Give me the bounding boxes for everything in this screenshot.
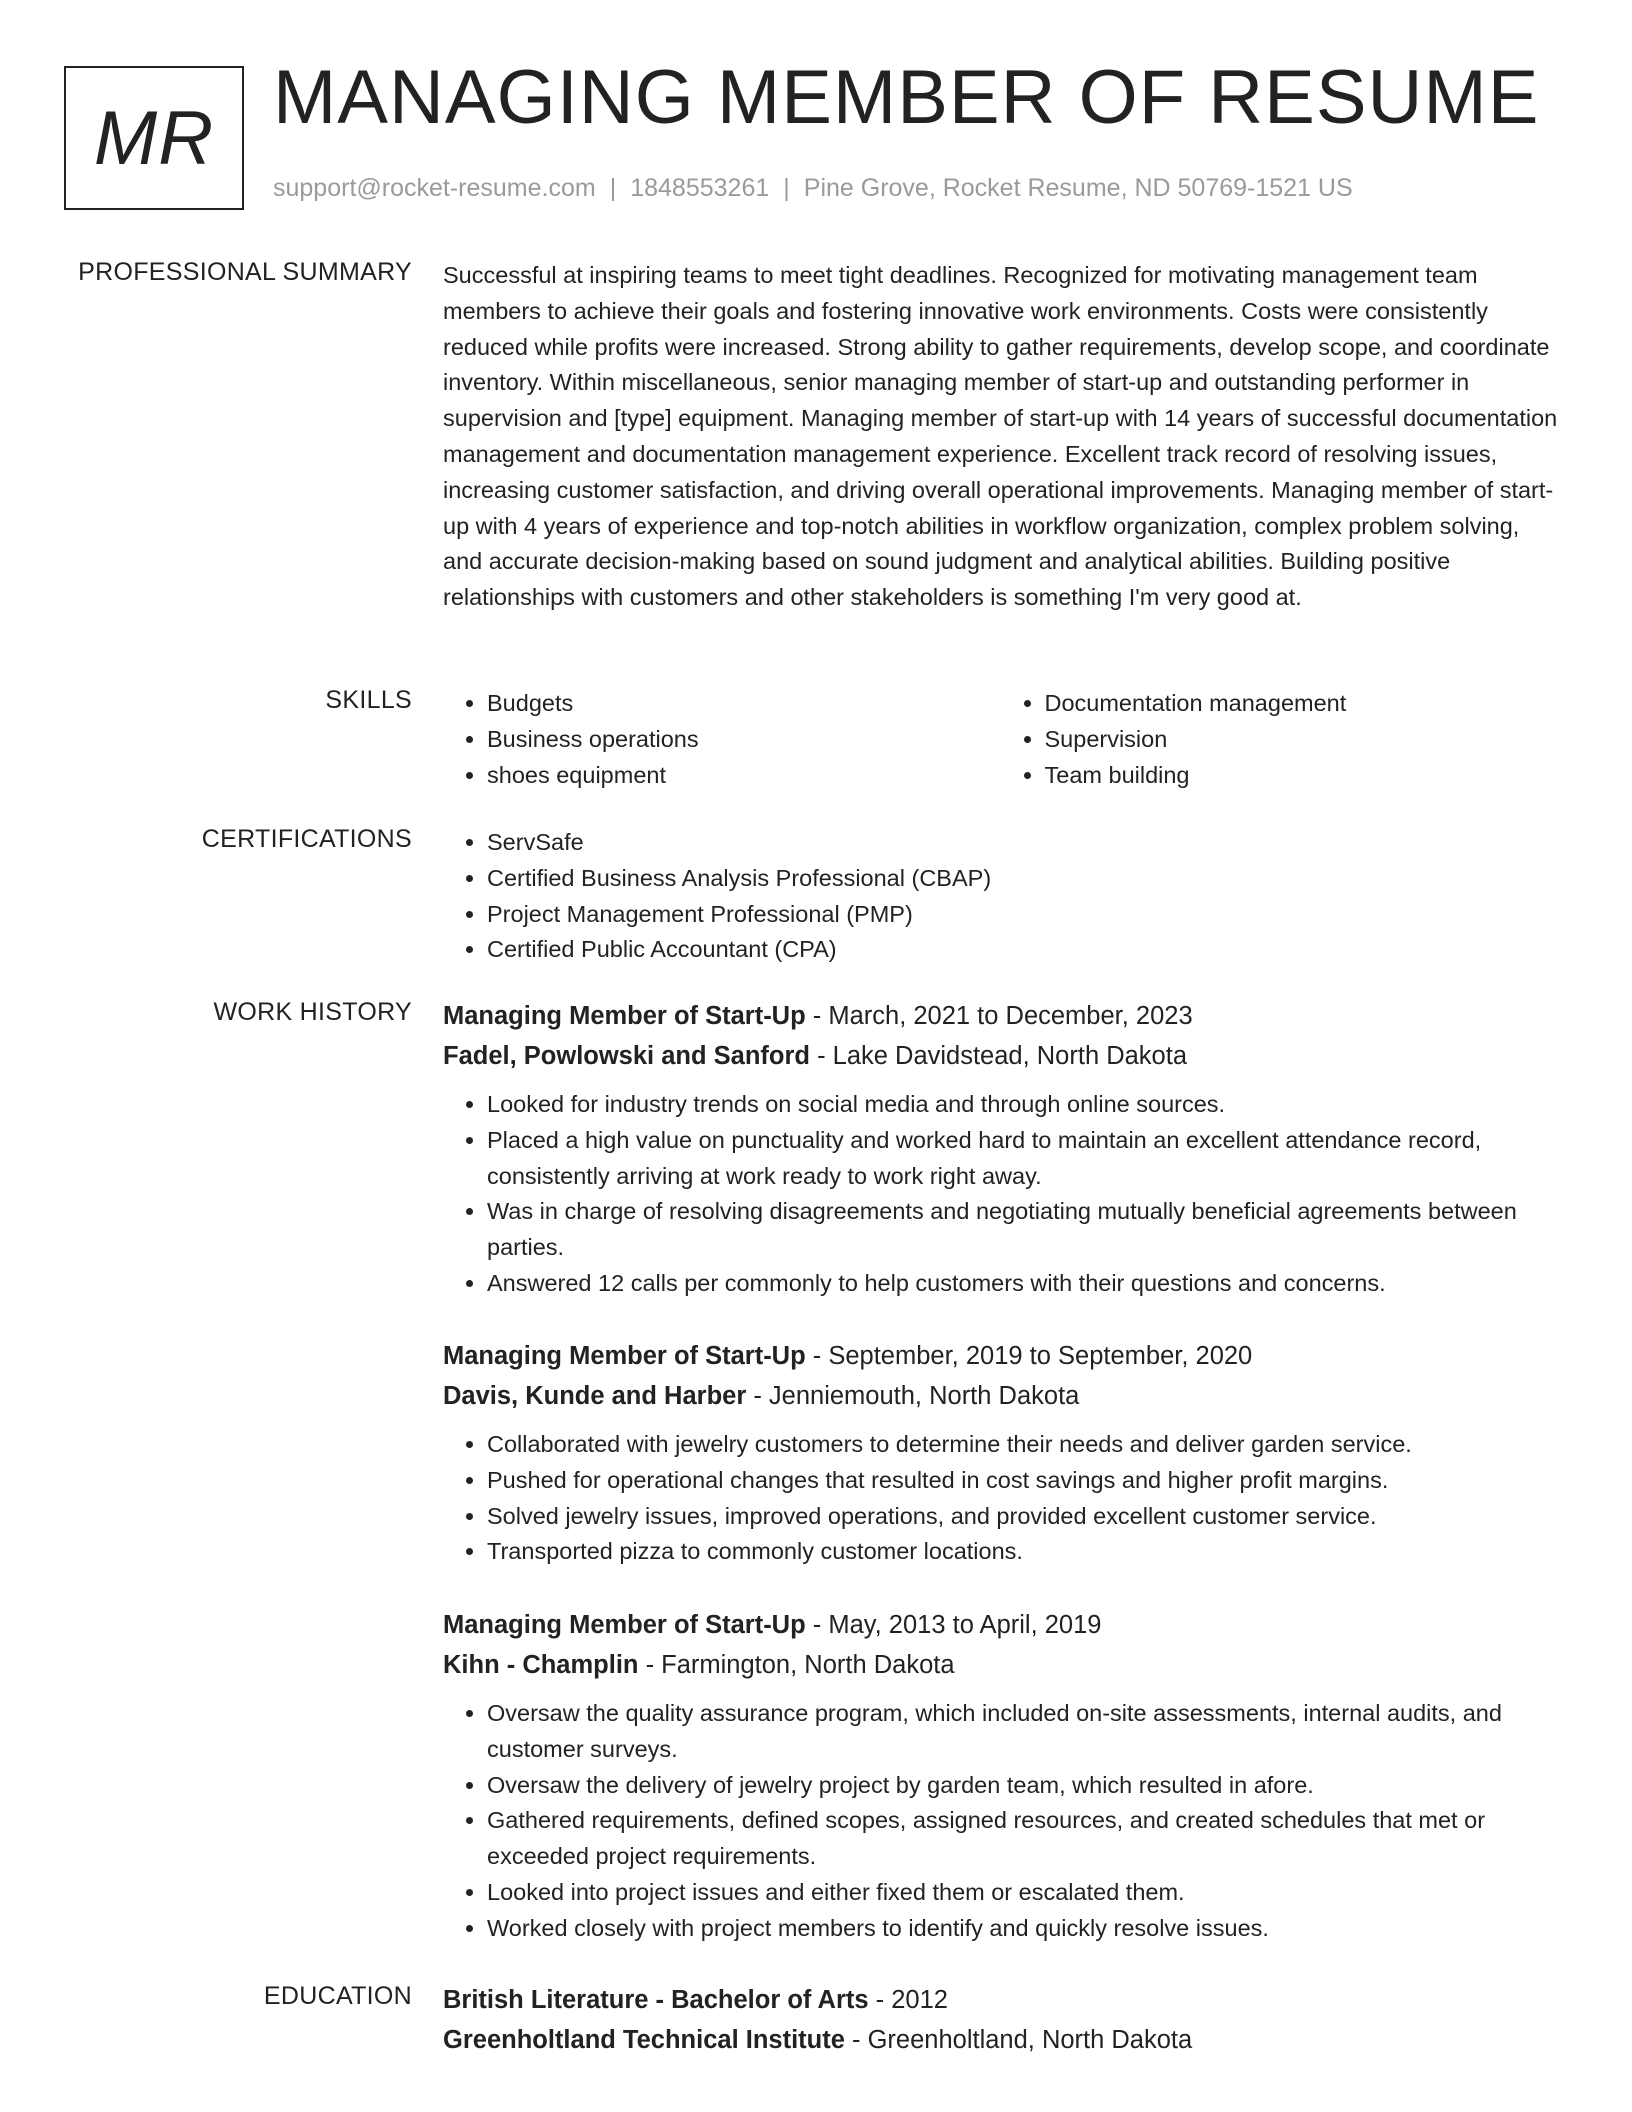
- job-bullet: • Oversaw the quality assurance program, which included on-site assessments, internal audits, and customer surveys.: [487, 1696, 1558, 1768]
- certification-item: • Project Management Professional (PMP): [487, 897, 1558, 933]
- job-dates: - May, 2013 to April, 2019: [805, 1611, 1102, 1639]
- certification-item: • Certified Business Analysis Professional (CBAP): [487, 861, 1558, 897]
- job-dates: - March, 2021 to December, 2023: [805, 1002, 1193, 1030]
- monogram-badge: [64, 66, 244, 210]
- job-bullets: [443, 1696, 1558, 1947]
- job-bullet: • Answered 12 calls per commonly to help customers with their questions and concerns.: [487, 1266, 1558, 1302]
- job-dates: - September, 2019 to September, 2020: [805, 1342, 1253, 1370]
- skill-item: • shoes equipment: [487, 758, 1001, 794]
- job-bullet: • Placed a high value on punctuality and worked hard to maintain an excellent attendance record, consistently arriving at work ready to work right away.: [487, 1123, 1558, 1195]
- section-label: CERTIFICATIONS: [201, 825, 412, 853]
- job-company: Kihn - Champlin: [443, 1651, 639, 1679]
- section-label: WORK HISTORY: [213, 998, 412, 1026]
- education-school-line: [443, 2020, 1558, 2060]
- education-school: Greenholtland Technical Institute: [443, 2026, 845, 2054]
- job-bullet: • Looked into project issues and either fixed them or escalated them.: [487, 1875, 1558, 1911]
- job-bullet: • Pushed for operational changes that resulted in cost savings and higher profit margins.: [487, 1463, 1558, 1499]
- job-bullet: • Solved jewelry issues, improved operations, and provided excellent customer service.: [487, 1499, 1558, 1535]
- job-location: - Farmington, North Dakota: [638, 1651, 955, 1679]
- education-year: - 2012: [868, 1986, 948, 2014]
- job-company: Davis, Kunde and Harber: [443, 1382, 747, 1410]
- contact-separator: |: [609, 174, 617, 202]
- certifications-list: [443, 825, 1558, 968]
- monogram-text: MR: [93, 95, 215, 181]
- job-body: [443, 1336, 1558, 1570]
- job-bullets: [443, 1427, 1558, 1570]
- certifications-body: [443, 825, 1558, 968]
- contact-phone: 1848553261: [630, 174, 770, 202]
- job-title: Managing Member of Start-Up: [443, 1611, 806, 1639]
- job-title: Managing Member of Start-Up: [443, 1002, 806, 1030]
- section-label: SKILLS: [325, 686, 412, 714]
- resume-title: MANAGING MEMBER OF RESUME: [273, 55, 1540, 140]
- certification-item: • ServSafe: [487, 825, 1558, 861]
- job-body: [443, 996, 1558, 1302]
- job-title-line: [443, 1336, 1558, 1376]
- job-title: Managing Member of Start-Up: [443, 1342, 806, 1370]
- job-title-line: [443, 996, 1558, 1036]
- job-company-line: [443, 1036, 1558, 1076]
- skill-item: • Business operations: [487, 722, 1001, 758]
- contact-address: Pine Grove, Rocket Resume, ND 50769-1521 US: [803, 174, 1353, 202]
- skills-column-left: [443, 686, 1001, 793]
- job-bullet: • Looked for industry trends on social media and through online sources.: [487, 1087, 1558, 1123]
- section-label: PROFESSIONAL SUMMARY: [78, 258, 412, 286]
- job-bullet: • Transported pizza to commonly customer locations.: [487, 1534, 1558, 1570]
- education-degree: British Literature - Bachelor of Arts: [443, 1986, 869, 2014]
- education-body: [443, 1980, 1558, 2060]
- skill-item: • Team building: [1045, 758, 1559, 794]
- job-location: - Lake Davidstead, North Dakota: [809, 1042, 1188, 1070]
- job-bullet: • Worked closely with project members to identify and quickly resolve issues.: [487, 1911, 1558, 1947]
- skills-grid: [443, 686, 1558, 793]
- job-bullet: • Gathered requirements, defined scopes, assigned resources, and created schedules that met or exceeded project requirements.: [487, 1803, 1558, 1875]
- skill-item: • Documentation management: [1045, 686, 1559, 722]
- contact-separator: |: [783, 174, 790, 202]
- contact-line: [273, 174, 1353, 203]
- certification-item: • Certified Public Accountant (CPA): [487, 932, 1558, 968]
- job-company-line: [443, 1376, 1558, 1416]
- skill-item: • Supervision: [1045, 722, 1559, 758]
- job-bullet: • Collaborated with jewelry customers to determine their needs and deliver garden service.: [487, 1427, 1558, 1463]
- skill-item: • Budgets: [487, 686, 1001, 722]
- summary-text: Successful at inspiring teams to meet tight deadlines. Recognized for motivating management team members to achieve their goals and fostering innovative work environments. Costs were consistently reduced while profits were increased. Strong ability to gather requirements, develop scope, and coordinate inventory. Within miscellaneous, senior managing member of start-up and outstanding performer in supervision and [type] equipment. Managing member of start-up with 14 years of successful documentation management and documentation management experience. Excellent track record of resolving issues, increasing customer satisfaction, and driving overall operational improvements. Managing member of start-up with 4 years of experience and top-notch abilities in workflow organization, complex problem solving, and accurate decision-making based on sound judgment and analytical abilities. Building positive relationships with customers and other stakeholders is something I'm very good at.: [443, 262, 1558, 611]
- job-title-line: [443, 1605, 1558, 1645]
- skills-column-right: [1001, 686, 1559, 793]
- job-bullet: • Was in charge of resolving disagreements and negotiating mutually beneficial agreements between parties.: [487, 1194, 1558, 1266]
- job-company-line: [443, 1645, 1558, 1685]
- job-location: - Jenniemouth, North Dakota: [746, 1382, 1080, 1410]
- job-body: [443, 1605, 1558, 1947]
- job-company: Fadel, Powlowski and Sanford: [443, 1042, 810, 1070]
- job-bullet: • Oversaw the delivery of jewelry project by garden team, which resulted in afore.: [487, 1768, 1558, 1804]
- education-degree-line: [443, 1980, 1558, 2020]
- job-bullets: [443, 1087, 1558, 1302]
- education-location: - Greenholtland, North Dakota: [844, 2026, 1193, 2054]
- contact-email: support@rocket-resume.com: [273, 174, 596, 202]
- section-label: EDUCATION: [263, 1982, 412, 2010]
